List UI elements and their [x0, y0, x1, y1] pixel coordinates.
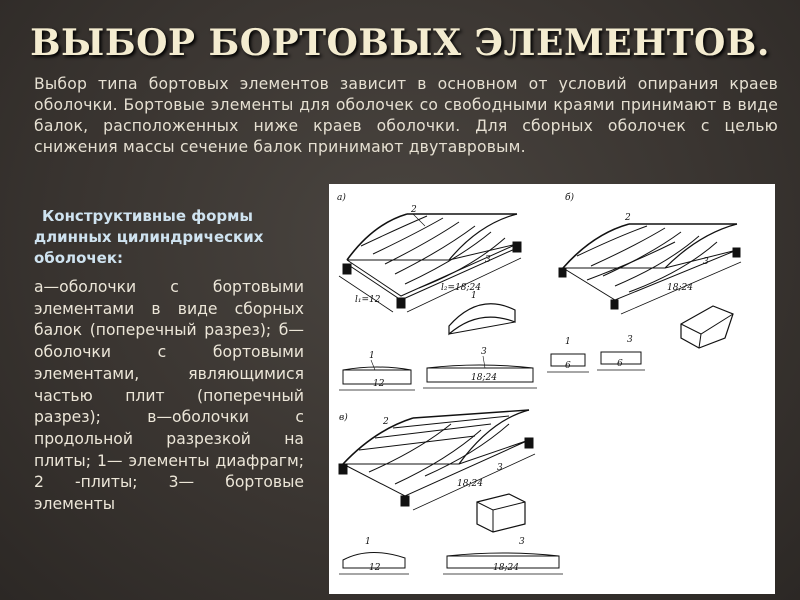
panel-b-span-dim: 18;24 — [667, 283, 693, 293]
panel-b-sec1-dim: 6 — [565, 361, 571, 371]
intro-paragraph: Выбор типа бортовых элементов зависит в основном от условий опирания краев оболочки. Бортовые элементы для оболочек со свободными краями принимают в виде балок, расположенных ниже краев оболочки. Для сборных оболочек с целью снижения массы сечение балок принимают двутавровым. — [34, 75, 778, 156]
figure-caption-body: а—оболочки с бортовыми элементами в виде сборных балок (поперечный разрез); б—оболочки с бортовыми элементами, являющимися частью плит (поперечный разрез); в—оболочки с продольной разрезкой на плиты; 1— элементы диафрагм; 2 -плиты; 3— бортовые элементы — [34, 278, 304, 514]
panel-a-width-dim: l₁=12 — [355, 295, 381, 305]
panel-b-sec3-num: 3 — [627, 335, 633, 345]
panel-v-sec3-dim: 18;24 — [493, 563, 519, 573]
panel-a-callout-2: 2 — [411, 205, 417, 215]
panel-a-label: а) — [337, 193, 346, 203]
panel-a-sec3-num: 3 — [481, 347, 487, 357]
panel-v-sec1-dim: 12 — [369, 563, 381, 573]
panel-b-callout-2: 2 — [625, 213, 631, 223]
panel-b-sec1-num: 1 — [565, 337, 571, 347]
panel-v-sec1-num: 1 — [365, 537, 371, 547]
panel-v-sec3-num: 3 — [519, 537, 525, 547]
panel-a-callout-3: 3 — [485, 255, 491, 265]
panel-a-drawing — [337, 192, 537, 390]
panel-a-sec1-dim: 12 — [373, 379, 385, 389]
panel-v-drawing — [339, 410, 563, 574]
panel-v-callout-2: 2 — [383, 417, 389, 427]
panel-a-span-dim: l₂=18;24 — [441, 283, 481, 293]
panel-a-callout-1: 1 — [471, 291, 477, 301]
panel-v-label: в) — [339, 413, 348, 423]
panel-v-callout-3: 3 — [497, 463, 503, 473]
panel-b-callout-3: 3 — [703, 257, 709, 267]
panel-b-label: б) — [565, 193, 575, 203]
figure-caption-heading: Конструктивные формы длинных цилиндрических оболочек: — [34, 207, 264, 267]
panel-a-sec3-dim: 18;24 — [471, 373, 497, 383]
panel-b-sec3-dim: 6 — [617, 359, 623, 369]
shell-drawings-svg — [329, 184, 775, 594]
panel-a-sec1-num: 1 — [369, 351, 375, 361]
panel-b-drawing — [547, 192, 741, 372]
panel-v-span-dim: 18;24 — [457, 479, 483, 489]
slide-title: ВЫБОР БОРТОВЫХ ЭЛЕМЕНТОВ. — [30, 22, 770, 64]
shell-drawings-figure — [329, 184, 775, 594]
